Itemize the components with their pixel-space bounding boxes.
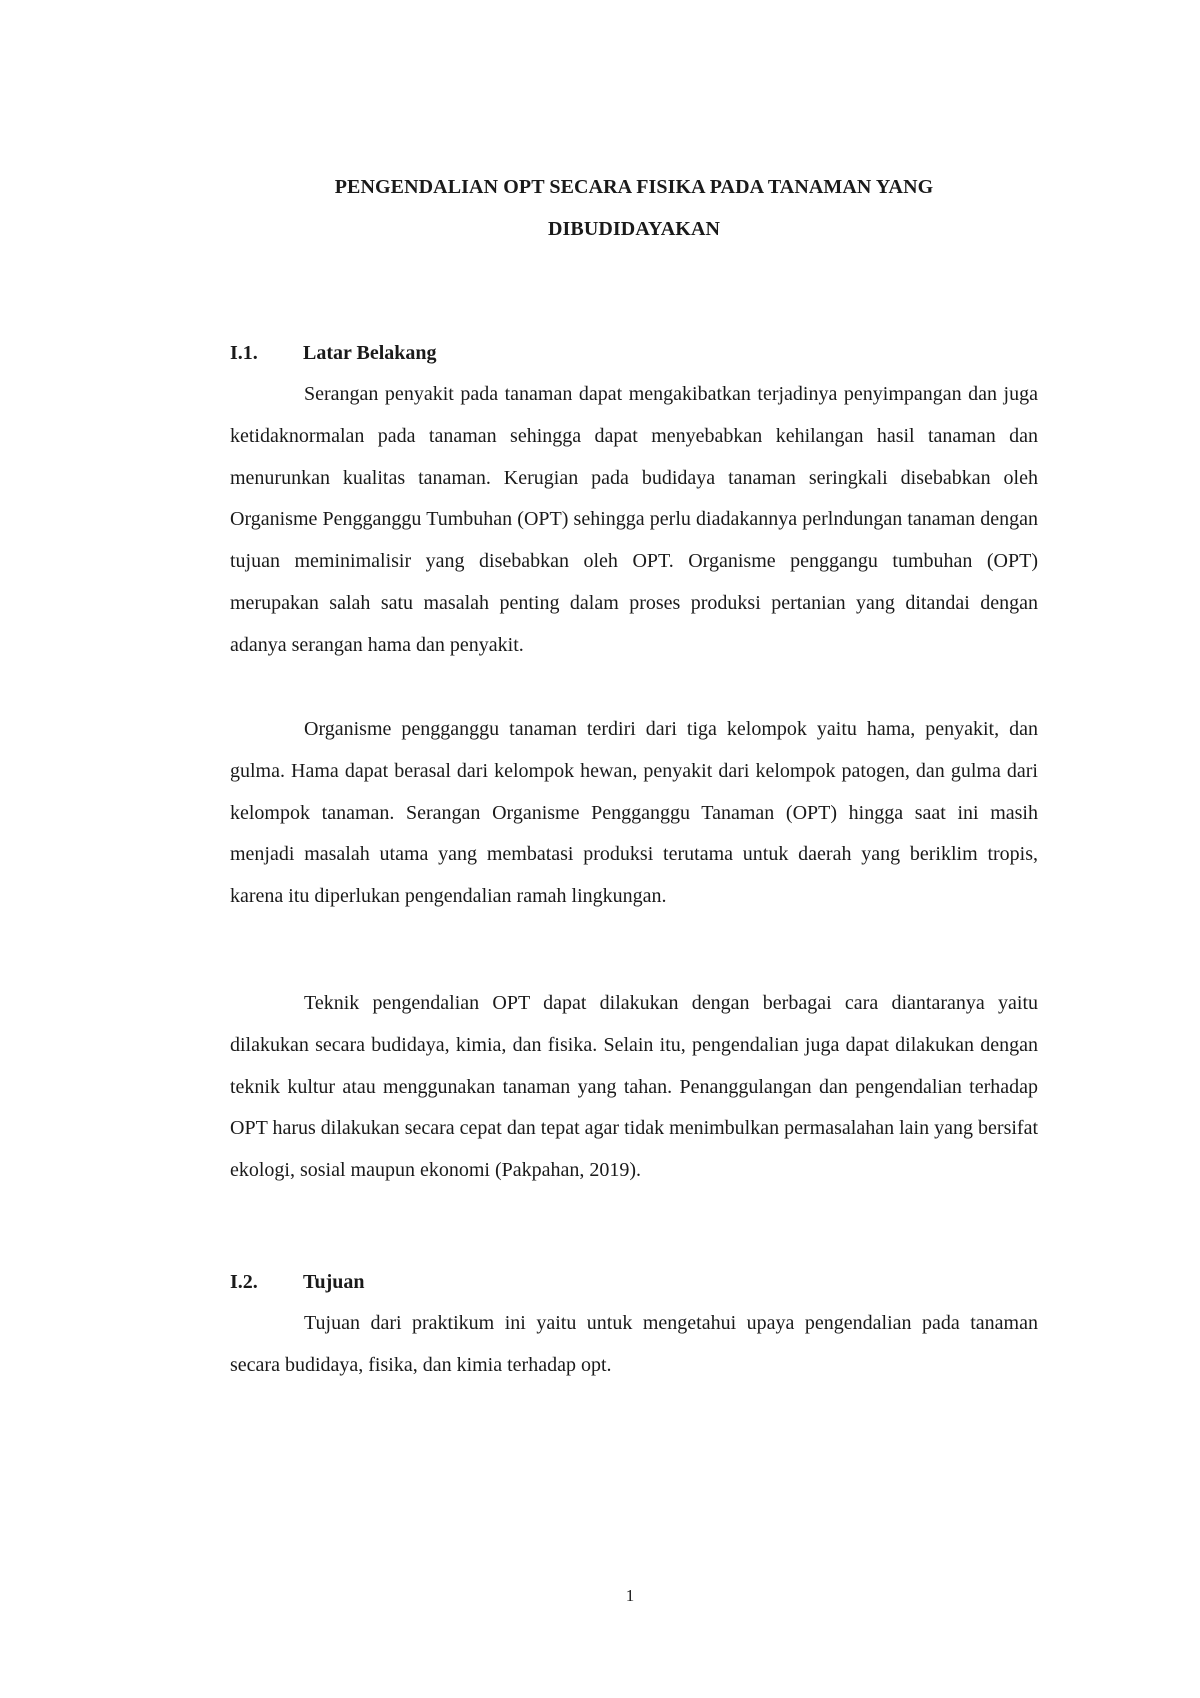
section-title: Latar Belakang bbox=[303, 342, 437, 364]
section-title: Tujuan bbox=[303, 1271, 365, 1293]
section-number: I.2. bbox=[230, 1271, 258, 1293]
title-line-2: DIBUDIDAYAKAN bbox=[547, 218, 721, 240]
section-number: I.1. bbox=[230, 342, 258, 364]
paragraph-1: Serangan penyakit pada tanaman dapat mengakibatkan terjadinya penyimpangan dan juga ketidaknormalan pada tanaman sehingga dapat menyebabkan kehilangan hasil tanaman dan menurunkan kualitas tanaman. Kerugian pada budidaya tanaman seringkali disebabkan oleh Organisme Pengganggu Tumbuhan (OPT) sehingga perlu diadakannya perlndungan tanaman dengan tujuan meminimalisir yang disebabkan oleh OPT. Organisme penggangu tumbuhan (OPT) merupakan salah satu masalah penting dalam proses produksi pertanian yang ditandai dengan adanya serangan hama dan penyakit. bbox=[230, 383, 1038, 656]
paragraph-2: Organisme pengganggu tanaman terdiri dari tiga kelompok yaitu hama, penyakit, dan gulma. Hama dapat berasal dari kelompok hewan, penyakit dari kelompok patogen, dan gulma dari kelompok tanaman. Serangan Organisme Pengganggu Tanaman (OPT) hingga saat ini masih menjadi masalah utama yang membatasi produksi terutama untuk daerah yang beriklim tropis, karena itu diperlukan pengendalian ramah lingkungan. bbox=[230, 718, 1038, 908]
page-number: 1 bbox=[625, 1586, 635, 1605]
section-heading-tujuan bbox=[230, 1267, 365, 1297]
paragraph-4: Tujuan dari praktikum ini yaitu untuk mengetahui upaya pengendalian pada tanaman secara budidaya, fisika, dan kimia terhadap opt. bbox=[230, 1312, 1038, 1376]
section-heading-latar-belakang bbox=[230, 338, 437, 368]
document-title bbox=[230, 166, 1038, 250]
title-line-1: PENGENDALIAN OPT SECARA FISIKA PADA TANAMAN YANG bbox=[334, 176, 934, 198]
paragraph-3: Teknik pengendalian OPT dapat dilakukan dengan berbagai cara diantaranya yaitu dilakukan secara budidaya, kimia, dan fisika. Selain itu, pengendalian juga dapat dilakukan dengan teknik kultur atau menggunakan tanaman yang tahan. Penanggulangan dan pengendalian terhadap OPT harus dilakukan secara cepat dan tepat agar tidak menimbulkan permasalahan lain yang bersifat ekologi, sosial maupun ekonomi (Pakpahan, 2019). bbox=[230, 992, 1038, 1182]
